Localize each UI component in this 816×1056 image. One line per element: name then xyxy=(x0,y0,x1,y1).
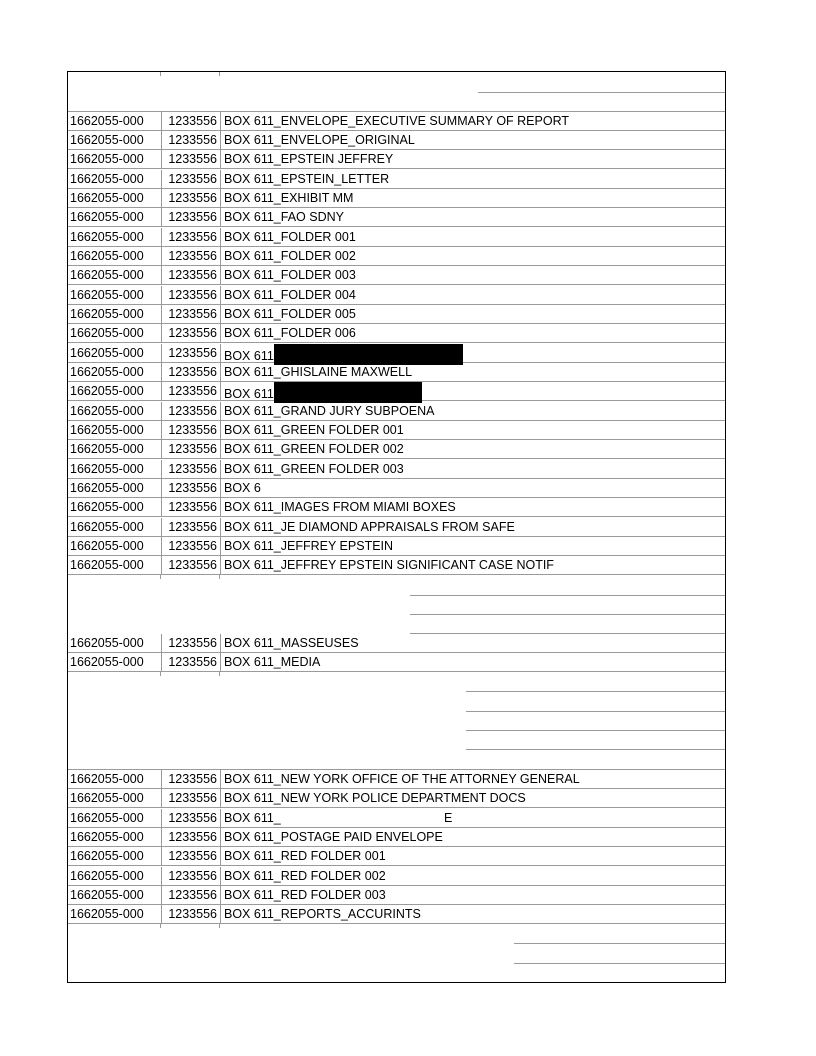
description-cell: BOX 611_GHISLAINE MAXWELL xyxy=(220,363,412,381)
description-cell: BOX 611_POSTAGE PAID ENVELOPE xyxy=(220,828,443,846)
file-number-cell: 1662055-000 xyxy=(70,849,144,863)
table-row xyxy=(68,479,725,498)
file-number-cell: 1662055-000 xyxy=(70,811,144,825)
row-divider xyxy=(410,614,725,615)
serial-cell: 1233556 xyxy=(161,247,219,265)
serial-cell: 1233556 xyxy=(161,421,219,439)
column-divider xyxy=(160,924,161,928)
table-row xyxy=(68,634,725,653)
column-divider xyxy=(219,575,220,579)
serial-cell: 1233556 xyxy=(161,770,219,788)
table-row xyxy=(68,247,725,266)
file-number-cell: 1662055-000 xyxy=(70,288,144,302)
description-cell: BOX 611_FAO SDNY xyxy=(220,208,344,226)
row-divider xyxy=(514,963,725,964)
table-row xyxy=(68,170,725,189)
file-number-cell: 1662055-000 xyxy=(70,520,144,534)
table-row xyxy=(68,189,725,208)
description-cell: BOX 6 xyxy=(220,479,261,497)
file-number-cell: 1662055-000 xyxy=(70,655,144,669)
table-row xyxy=(68,131,725,150)
table-row xyxy=(68,498,725,517)
file-number-cell: 1662055-000 xyxy=(70,481,144,495)
file-number-cell: 1662055-000 xyxy=(70,869,144,883)
description-cell: BOX 611_REPORTS_ACCURINTS xyxy=(220,905,421,923)
serial-cell: 1233556 xyxy=(161,479,219,497)
spreadsheet-table xyxy=(67,71,726,983)
file-number-cell: 1662055-000 xyxy=(70,230,144,244)
row-divider xyxy=(466,749,725,750)
table-row xyxy=(68,228,725,247)
table-row xyxy=(68,789,725,808)
description-cell: BOX 611_JEFFREY EPSTEIN SIGNIFICANT CASE NOTIF xyxy=(220,556,554,574)
file-number-cell: 1662055-000 xyxy=(70,365,144,379)
row-divider xyxy=(410,595,725,596)
row-divider xyxy=(466,711,725,712)
description-cell: BOX 611_GREEN FOLDER 003 xyxy=(220,460,404,478)
file-number-cell: 1662055-000 xyxy=(70,539,144,553)
column-divider xyxy=(160,72,161,76)
file-number-cell: 1662055-000 xyxy=(70,307,144,321)
table-row xyxy=(68,905,725,924)
serial-cell: 1233556 xyxy=(161,286,219,304)
redaction-bar xyxy=(274,382,422,403)
serial-cell: 1233556 xyxy=(161,112,219,130)
file-number-cell: 1662055-000 xyxy=(70,210,144,224)
description-cell: BOX 611_MASSEUSES xyxy=(220,634,359,652)
table-row xyxy=(68,460,725,479)
table-row xyxy=(68,809,725,828)
file-number-cell: 1662055-000 xyxy=(70,830,144,844)
table-row xyxy=(68,382,725,401)
file-number-cell: 1662055-000 xyxy=(70,907,144,921)
file-number-cell: 1662055-000 xyxy=(70,326,144,340)
redaction-bar xyxy=(274,344,463,365)
description-cell: BOX 611_GREEN FOLDER 001 xyxy=(220,421,404,439)
description-cell: BOX 611_RED FOLDER 002 xyxy=(220,867,386,885)
serial-cell: 1233556 xyxy=(161,324,219,342)
table-row xyxy=(68,556,725,575)
serial-cell: 1233556 xyxy=(161,382,219,400)
file-number-cell: 1662055-000 xyxy=(70,636,144,650)
serial-cell: 1233556 xyxy=(161,518,219,536)
table-row xyxy=(68,421,725,440)
serial-cell: 1233556 xyxy=(161,556,219,574)
row-divider xyxy=(514,943,725,944)
table-row xyxy=(68,324,725,343)
serial-cell: 1233556 xyxy=(161,150,219,168)
row-divider xyxy=(466,730,725,731)
serial-cell: 1233556 xyxy=(161,189,219,207)
table-row xyxy=(68,653,725,672)
serial-cell: 1233556 xyxy=(161,653,219,671)
description-cell: BOX 611_FOLDER 004 xyxy=(220,286,356,304)
table-row xyxy=(68,770,725,789)
row-divider xyxy=(466,691,725,692)
serial-cell: 1233556 xyxy=(161,809,219,827)
file-number-cell: 1662055-000 xyxy=(70,114,144,128)
serial-cell: 1233556 xyxy=(161,170,219,188)
column-divider xyxy=(219,672,220,676)
description-text: BOX 611 xyxy=(224,387,274,401)
description-cell: BOX 611_NEW YORK POLICE DEPARTMENT DOCS xyxy=(220,789,526,807)
description-cell: BOX 611_FOLDER 006 xyxy=(220,324,356,342)
table-row xyxy=(68,363,725,382)
serial-cell: 1233556 xyxy=(161,208,219,226)
description-cell: BOX 611_GRAND JURY SUBPOENA xyxy=(220,402,435,420)
serial-cell: 1233556 xyxy=(161,886,219,904)
description-cell: BOX 611_RED FOLDER 003 xyxy=(220,886,386,904)
description-cell xyxy=(220,344,463,362)
file-number-cell: 1662055-000 xyxy=(70,558,144,572)
table-row xyxy=(68,537,725,556)
file-number-cell: 1662055-000 xyxy=(70,500,144,514)
description-cell xyxy=(220,382,422,400)
serial-cell: 1233556 xyxy=(161,305,219,323)
file-number-cell: 1662055-000 xyxy=(70,152,144,166)
column-divider xyxy=(219,924,220,928)
file-number-cell: 1662055-000 xyxy=(70,791,144,805)
description-cell: BOX 611_GREEN FOLDER 002 xyxy=(220,440,404,458)
table-row xyxy=(68,886,725,905)
row-divider xyxy=(478,92,725,93)
serial-cell: 1233556 xyxy=(161,828,219,846)
description-cell: BOX 611_EPSTEIN_LETTER xyxy=(220,170,389,188)
column-divider xyxy=(160,575,161,579)
table-row xyxy=(68,305,725,324)
serial-cell: 1233556 xyxy=(161,131,219,149)
table-row xyxy=(68,266,725,285)
description-cell: BOX 611_JE DIAMOND APPRAISALS FROM SAFE xyxy=(220,518,515,536)
description-cell: BOX 611_FOLDER 001 xyxy=(220,228,356,246)
description-cell: BOX 611_FOLDER 005 xyxy=(220,305,356,323)
file-number-cell: 1662055-000 xyxy=(70,249,144,263)
serial-cell: 1233556 xyxy=(161,905,219,923)
table-row xyxy=(68,440,725,459)
file-number-cell: 1662055-000 xyxy=(70,384,144,398)
description-cell: BOX 611_FOLDER 003 xyxy=(220,266,356,284)
file-number-cell: 1662055-000 xyxy=(70,346,144,360)
serial-cell: 1233556 xyxy=(161,344,219,362)
file-number-cell: 1662055-000 xyxy=(70,462,144,476)
description-cell: BOX 611_NEW YORK OFFICE OF THE ATTORNEY GENERAL xyxy=(220,770,580,788)
table-row xyxy=(68,112,725,131)
serial-cell: 1233556 xyxy=(161,847,219,865)
table-row xyxy=(68,150,725,169)
description-cell: BOX 611_RED FOLDER 001 xyxy=(220,847,386,865)
serial-cell: 1233556 xyxy=(161,440,219,458)
description-cell: BOX 611_ENVELOPE_EXECUTIVE SUMMARY OF REPORT xyxy=(220,112,569,130)
table-row xyxy=(68,828,725,847)
serial-cell: 1233556 xyxy=(161,460,219,478)
serial-cell: 1233556 xyxy=(161,228,219,246)
table-row xyxy=(68,402,725,421)
serial-cell: 1233556 xyxy=(161,867,219,885)
table-row xyxy=(68,847,725,866)
description-cell: BOX 611_ENVELOPE_ORIGINAL xyxy=(220,131,415,149)
serial-cell: 1233556 xyxy=(161,266,219,284)
serial-cell: 1233556 xyxy=(161,789,219,807)
column-divider xyxy=(160,672,161,676)
file-number-cell: 1662055-000 xyxy=(70,133,144,147)
table-row xyxy=(68,867,725,886)
description-text: BOX 611_ xyxy=(224,811,281,825)
table-row xyxy=(68,344,725,363)
file-number-cell: 1662055-000 xyxy=(70,772,144,786)
table-row xyxy=(68,518,725,537)
serial-cell: 1233556 xyxy=(161,363,219,381)
serial-cell: 1233556 xyxy=(161,634,219,652)
serial-cell: 1233556 xyxy=(161,402,219,420)
description-cell: BOX 611_FOLDER 002 xyxy=(220,247,356,265)
table-row xyxy=(68,286,725,305)
description-cell: BOX 611_EPSTEIN JEFFREY xyxy=(220,150,393,168)
serial-cell: 1233556 xyxy=(161,537,219,555)
column-divider xyxy=(219,72,220,76)
file-number-cell: 1662055-000 xyxy=(70,191,144,205)
file-number-cell: 1662055-000 xyxy=(70,888,144,902)
description-cell: BOX 611_JEFFREY EPSTEIN xyxy=(220,537,393,555)
file-number-cell: 1662055-000 xyxy=(70,404,144,418)
description-text: BOX 611 xyxy=(224,349,274,363)
file-number-cell: 1662055-000 xyxy=(70,172,144,186)
description-fragment: E xyxy=(444,811,453,825)
description-cell: BOX 611_MEDIA xyxy=(220,653,320,671)
serial-cell: 1233556 xyxy=(161,498,219,516)
file-number-cell: 1662055-000 xyxy=(70,268,144,282)
file-number-cell: 1662055-000 xyxy=(70,442,144,456)
description-cell xyxy=(220,809,453,827)
description-cell: BOX 611_IMAGES FROM MIAMI BOXES xyxy=(220,498,456,516)
description-cell: BOX 611_EXHIBIT MM xyxy=(220,189,353,207)
file-number-cell: 1662055-000 xyxy=(70,423,144,437)
table-row xyxy=(68,208,725,227)
